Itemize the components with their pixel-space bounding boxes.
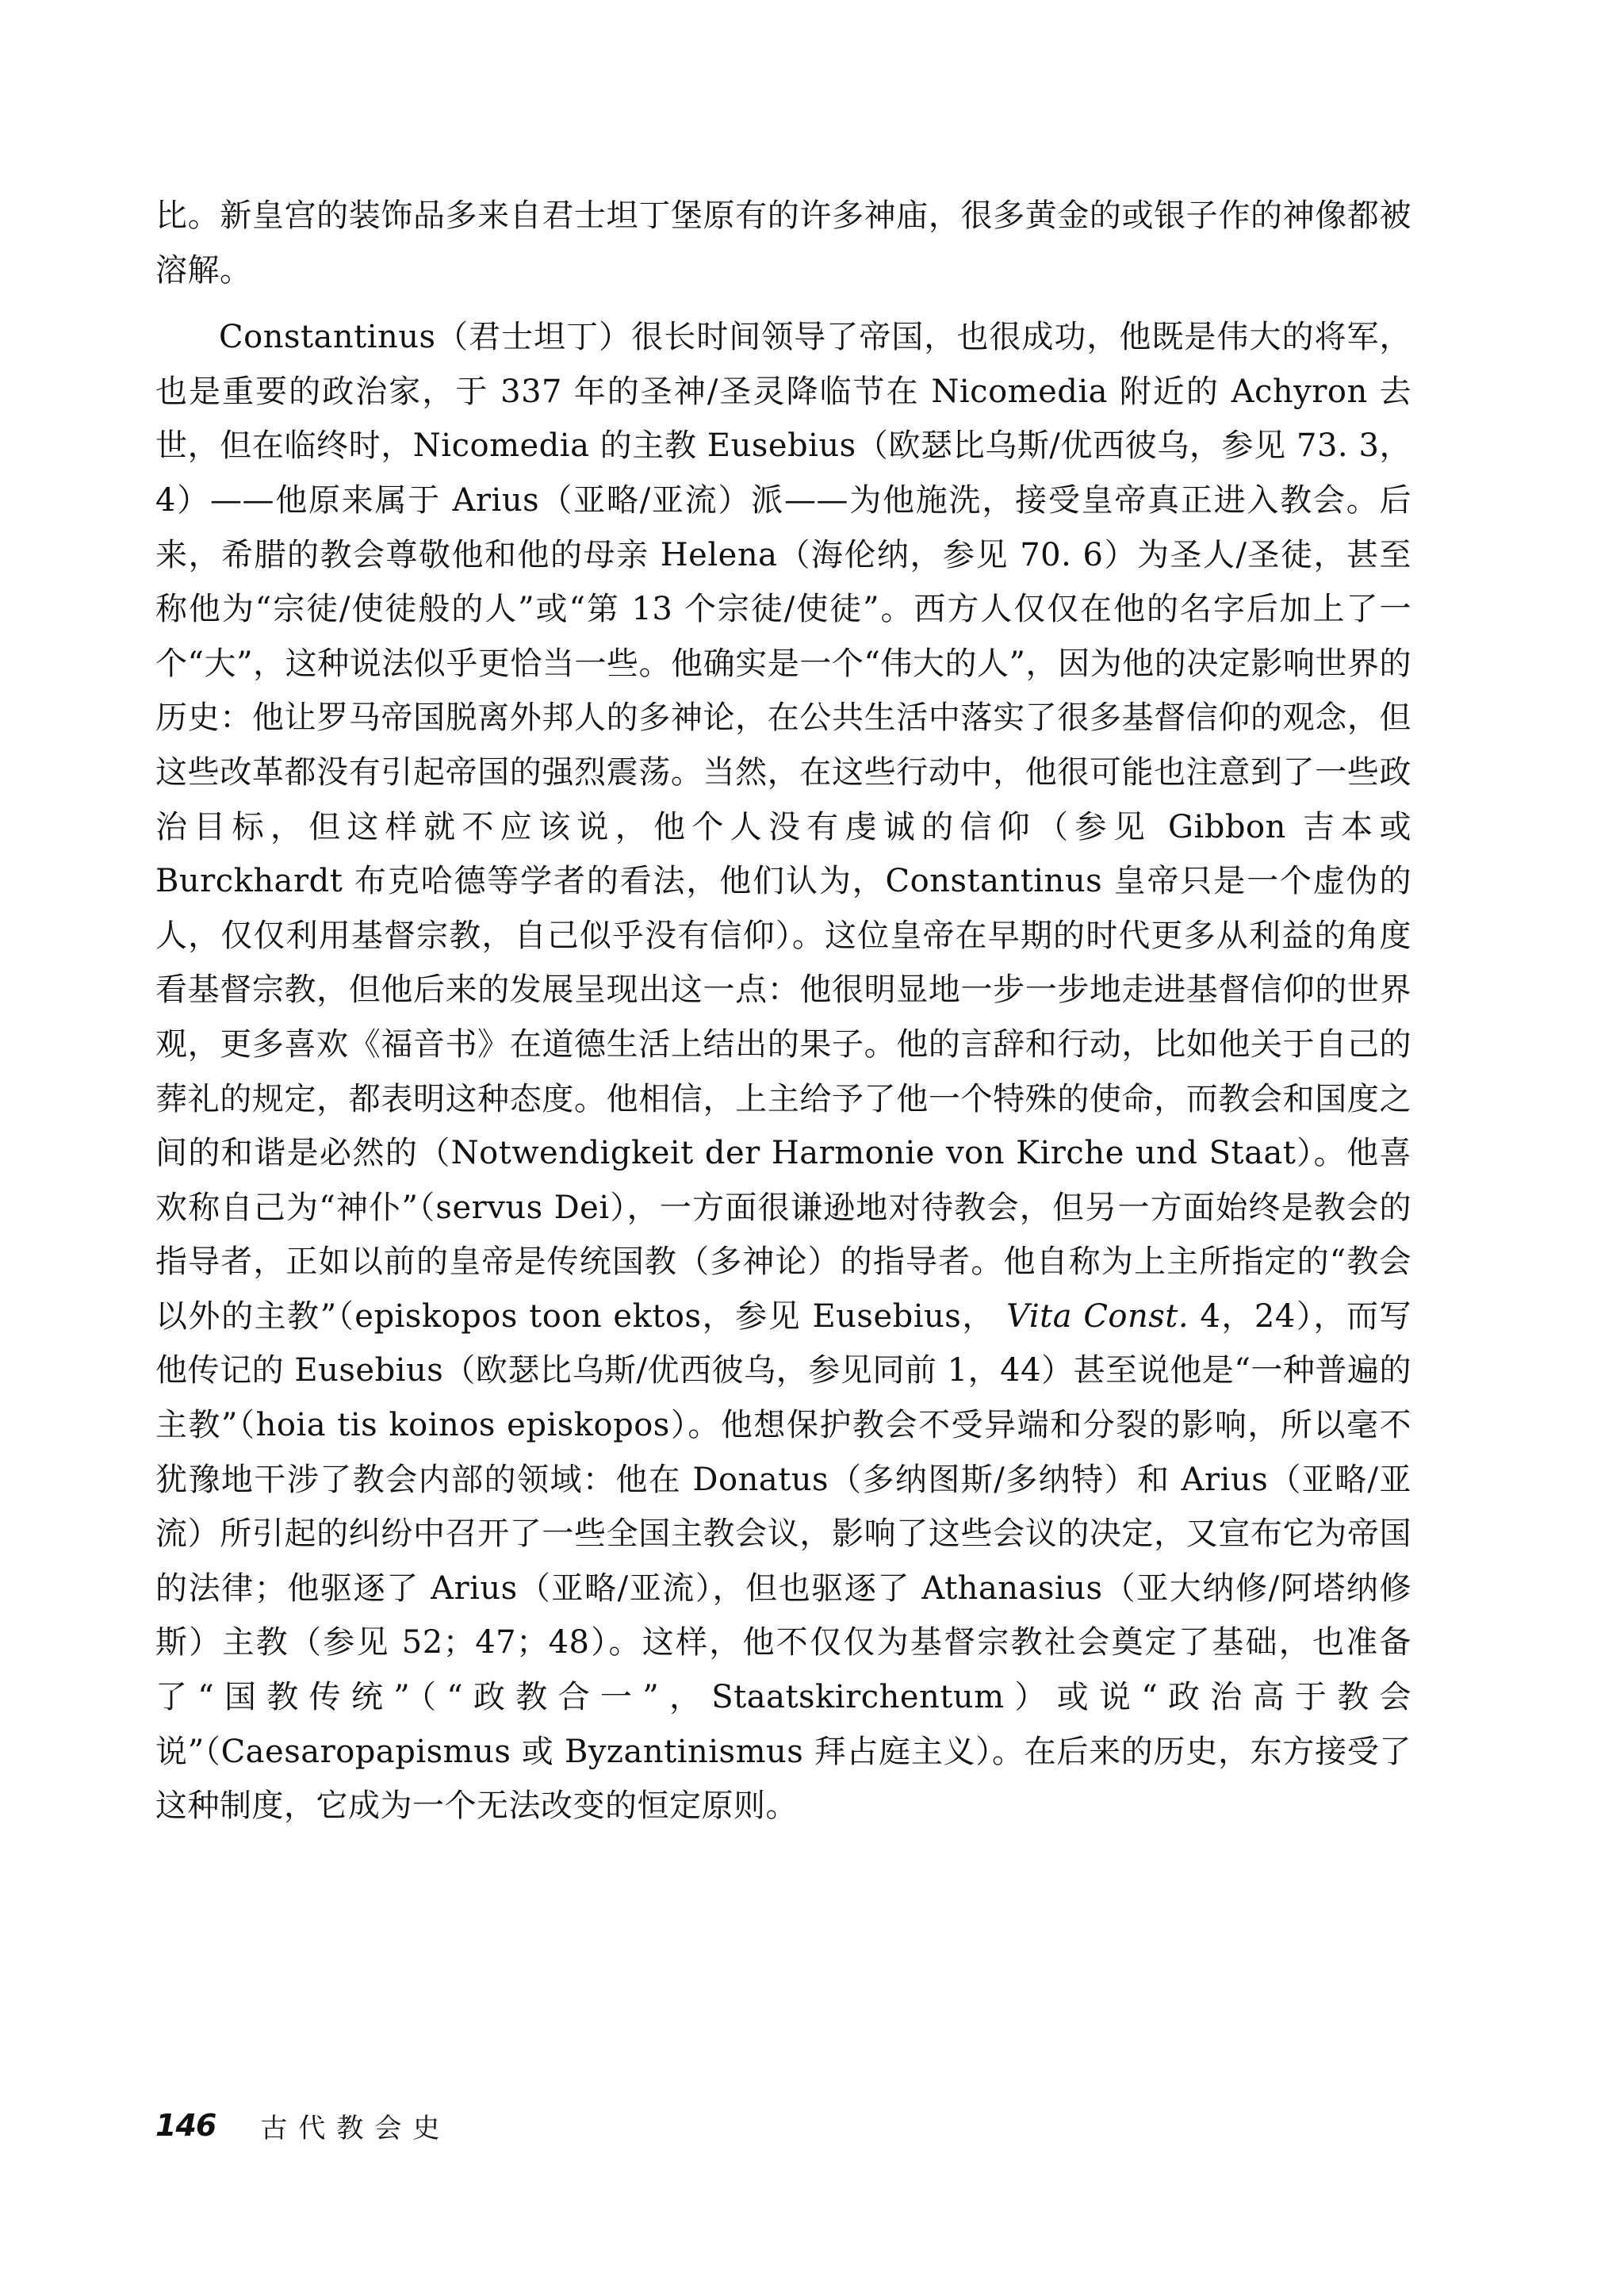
body-text (155, 189, 1411, 1834)
running-title: 古代教会史 (260, 2112, 451, 2144)
page-number: 146 (155, 2108, 216, 2143)
page-footer (155, 2102, 450, 2149)
book-title-vita-const: Vita Const. (1006, 1297, 1189, 1335)
paragraph-2 (155, 310, 1411, 1834)
paragraph-2-text-part-1: Constantinus（君士坦丁）很长时间领导了帝国，也很成功，他既是伟大的将军，也是重要的政治家，于 337 年的圣神/圣灵降临节在 Nicomedia 附近的 Achyron 去世，但在临终时，Nicomedia 的主教 Eusebius（欧瑟比乌斯/优西彼乌，参见 73. 3，4）——他原来属于 Arius（亚略/亚流）派——为他施洗，接受皇帝真正进入教会。后来，希腊的教会尊敬他和他的母亲 Helena（海伦纳，参见 70. 6）为圣人/圣徒，甚至称他为“宗徒/使徒般的人”或“第 13 个宗徒/使徒”。西方人仅仅在他的名字后加上了一个“大”，这种说法似乎更恰当一些。他确实是一个“伟大的人”，因为他的决定影响世界的历史：他让罗马帝国脱离外邦人的多神论，在公共生活中落实了很多基督信仰的观念，但这些改革都没有引起帝国的强烈震荡。当然，在这些行动中，他很可能也注意到了一些政治目标，但这样就不应该说，他个人没有虔诚的信仰（参见 Gibbon 吉本或 Burckhardt 布克哈德等学者的看法，他们认为，Constantinus 皇帝只是一个虚伪的人，仅仅利用基督宗教，自己似乎没有信仰）。这位皇帝在早期的时代更多从利益的角度看基督宗教，但他后来的发展呈现出这一点：他很明显地一步一步地走进基督信仰的世界观，更多喜欢《福音书》在道德生活上结出的果子。他的言辞和行动，比如他关于自己的葬礼的规定，都表明这种态度。他相信，上主给予了他一个特殊的使命，而教会和国度之间的和谐是必然的（Notwendigkeit der Harmonie von Kirche und Staat）。他喜欢称自己为“神仆”（servus Dei），一方面很谦逊地对待教会，但另一方面始终是教会的指导者，正如以前的皇帝是传统国教（多神论）的指导者。他自称为上主所指定的“教会以外的主教”（episkopos toon ektos，参见 Eusebius， (155, 319, 1411, 1335)
paragraph-1 (155, 189, 1411, 297)
paragraph-2-text-part-2: 4，24），而写他传记的 Eusebius（欧瑟比乌斯/优西彼乌，参见同前 1，44）甚至说他是“一种普遍的主教”（hoia tis koinos episkopos）。他想保护教会不受异端和分裂的影响，所以毫不犹豫地干涉了教会内部的领域：他在 Donatus（多纳图斯/多纳特）和 Arius（亚略/亚流）所引起的纠纷中召开了一些全国主教会议，影响了这些会议的决定，又宣布它为帝国的法律；他驱逐了 Arius（亚略/亚流），但也驱逐了 Athanasius（亚大纳修/阿塔纳修斯）主教（参见 52；47；48）。这样，他不仅仅为基督宗教社会奠定了基础，也准备了“国教传统”（“政教合一”，Staatskirchentum）或说“政治高于教会说”（Caesaropapismus 或 Byzantinismus 拜占庭主义）。在后来的历史，东方接受了这种制度，它成为一个无法改变的恒定原则。 (155, 1297, 1411, 1825)
paragraph-1-text: 比。新皇宫的装饰品多来自君士坦丁堡原有的许多神庙，很多黄金的或银子作的神像都被溶解。 (155, 197, 1411, 289)
